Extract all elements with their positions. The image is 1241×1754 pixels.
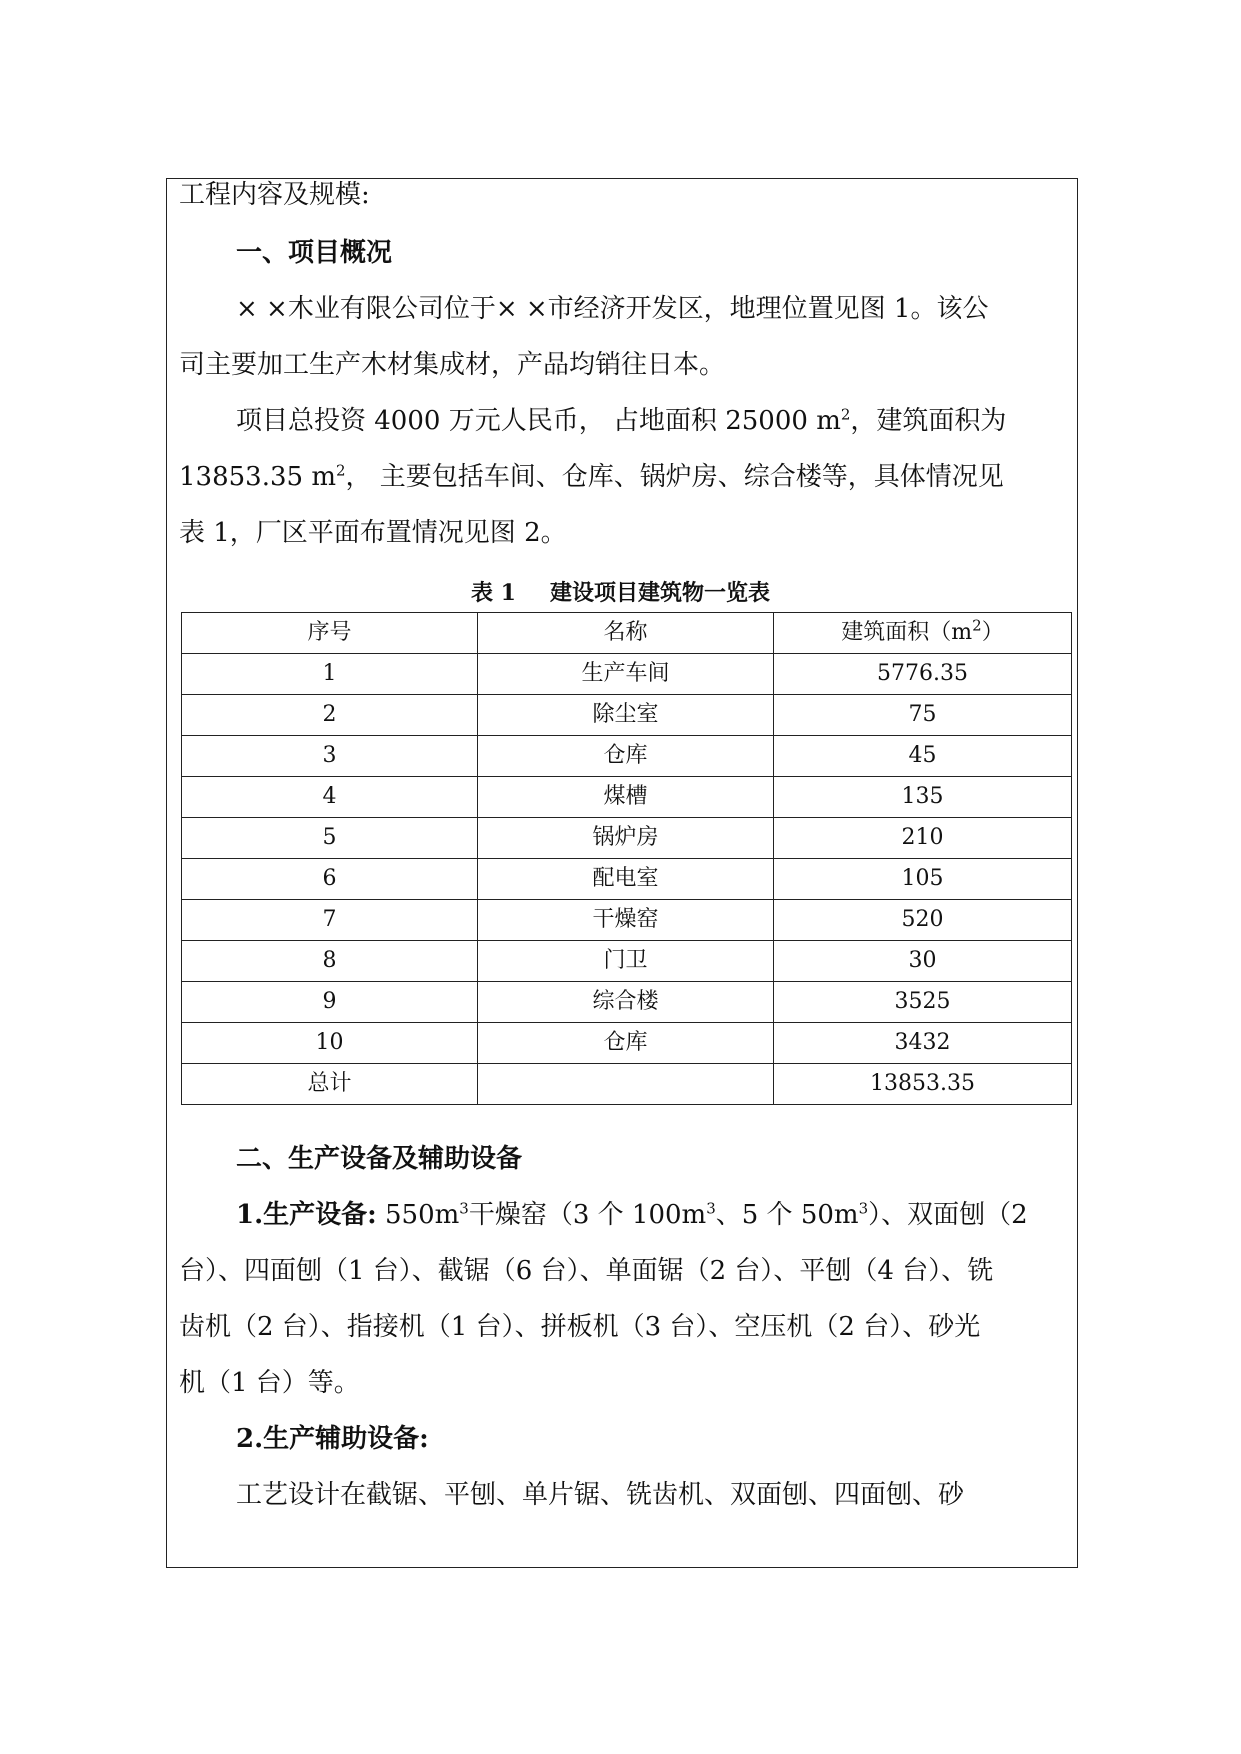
part1-para2-line1 — [236, 404, 1006, 438]
text: ）、双面刨（2 — [868, 1200, 1028, 1230]
cell-area: 75 — [774, 695, 1072, 736]
cell-no: 4 — [182, 777, 478, 818]
cell-no: 10 — [182, 1023, 478, 1064]
table-row — [182, 900, 1072, 941]
cell-area: 210 — [774, 818, 1072, 859]
text: ） — [981, 620, 1004, 645]
text: 550m — [385, 1200, 460, 1230]
cell-name: 生产车间 — [478, 654, 774, 695]
cell-total-area: 13853.35 — [774, 1064, 1072, 1105]
part2-heading: 二、生产设备及辅助设备 — [236, 1144, 523, 1174]
superscript: 2 — [972, 616, 982, 635]
text: ，建筑面积为 — [850, 406, 1007, 436]
table-header-row — [182, 613, 1072, 654]
cell-name: 干燥窑 — [478, 900, 774, 941]
table-row — [182, 736, 1072, 777]
table-row — [182, 818, 1072, 859]
table-row — [182, 654, 1072, 695]
header-name: 名称 — [478, 613, 774, 654]
cell-name: 仓库 — [478, 1023, 774, 1064]
cell-area: 5776.35 — [774, 654, 1072, 695]
header-no: 序号 — [182, 613, 478, 654]
text: 建筑面积（m — [841, 620, 973, 645]
cell-name: 仓库 — [478, 736, 774, 777]
cell-name: 锅炉房 — [478, 818, 774, 859]
cell-total-label: 总计 — [182, 1064, 478, 1105]
cell-no: 6 — [182, 859, 478, 900]
cell-name: 煤槽 — [478, 777, 774, 818]
text: 、5 个 50m — [715, 1200, 859, 1230]
cell-area: 30 — [774, 941, 1072, 982]
table-row — [182, 1023, 1072, 1064]
text: ， 主要包括车间、仓库、锅炉房、综合楼等，具体情况见 — [345, 462, 1004, 492]
cell-total-name — [478, 1064, 774, 1105]
part1-para2-line3: 表 1，厂区平面布置情况见图 2。 — [179, 518, 567, 548]
superscript: 3 — [858, 1199, 869, 1218]
part2-item2-label: 2.生产辅助设备: — [236, 1424, 429, 1454]
cell-area: 135 — [774, 777, 1072, 818]
cell-area: 3525 — [774, 982, 1072, 1023]
text: 干燥窑（3 个 100m — [468, 1200, 707, 1230]
cell-no: 5 — [182, 818, 478, 859]
part2-item1-line4: 机（1 台）等。 — [179, 1368, 360, 1398]
cell-area: 45 — [774, 736, 1072, 777]
item1-label: 1.生产设备: — [236, 1200, 377, 1230]
table-caption — [0, 578, 1241, 608]
cell-name: 门卫 — [478, 941, 774, 982]
cell-no: 1 — [182, 654, 478, 695]
caption-title: 建设项目建筑物一览表 — [549, 580, 770, 606]
part2-item2-line1: 工艺设计在截锯、平刨、单片锯、铣齿机、双面刨、四面刨、砂 — [236, 1480, 965, 1510]
superscript: 2 — [840, 405, 851, 424]
table-row — [182, 982, 1072, 1023]
text: 13853.35 m — [179, 462, 336, 492]
caption-label: 表 1 — [471, 580, 516, 606]
cell-area: 520 — [774, 900, 1072, 941]
cell-no: 8 — [182, 941, 478, 982]
part2-item1-line1 — [236, 1198, 1028, 1232]
cell-no: 9 — [182, 982, 478, 1023]
part1-para1-line1: × ×木业有限公司位于× ×市经济开发区，地理位置见图 1。该公 — [236, 294, 989, 324]
table-row — [182, 941, 1072, 982]
table-row — [182, 777, 1072, 818]
part2-item1-line2: 台）、四面刨（1 台）、截锯（6 台）、单面锯（2 台）、平刨（4 台）、铣 — [179, 1256, 994, 1286]
superscript: 3 — [706, 1199, 716, 1218]
part1-heading: 一、项目概况 — [236, 238, 393, 268]
part1-para1-line2: 司主要加工生产木材集成材，产品均销往日本。 — [179, 350, 726, 380]
cell-no: 3 — [182, 736, 478, 777]
cell-name: 配电室 — [478, 859, 774, 900]
cell-name: 综合楼 — [478, 982, 774, 1023]
part1-para2-line2 — [179, 460, 1004, 494]
header-area — [774, 613, 1072, 654]
superscript: 3 — [459, 1199, 469, 1218]
part2-item1-line3: 齿机（2 台）、指接机（1 台）、拼板机（3 台）、空压机（2 台）、砂光 — [179, 1312, 981, 1342]
cell-name: 除尘室 — [478, 695, 774, 736]
cell-no: 7 — [182, 900, 478, 941]
table-row — [182, 695, 1072, 736]
text: 项目总投资 4000 万元人民币， 占地面积 25000 m — [236, 406, 841, 436]
cell-area: 3432 — [774, 1023, 1072, 1064]
buildings-table — [181, 612, 1072, 1105]
superscript: 2 — [335, 461, 346, 480]
table-total-row — [182, 1064, 1072, 1105]
table-row — [182, 859, 1072, 900]
cell-no: 2 — [182, 695, 478, 736]
cell-area: 105 — [774, 859, 1072, 900]
section-heading: 工程内容及规模: — [179, 180, 370, 210]
